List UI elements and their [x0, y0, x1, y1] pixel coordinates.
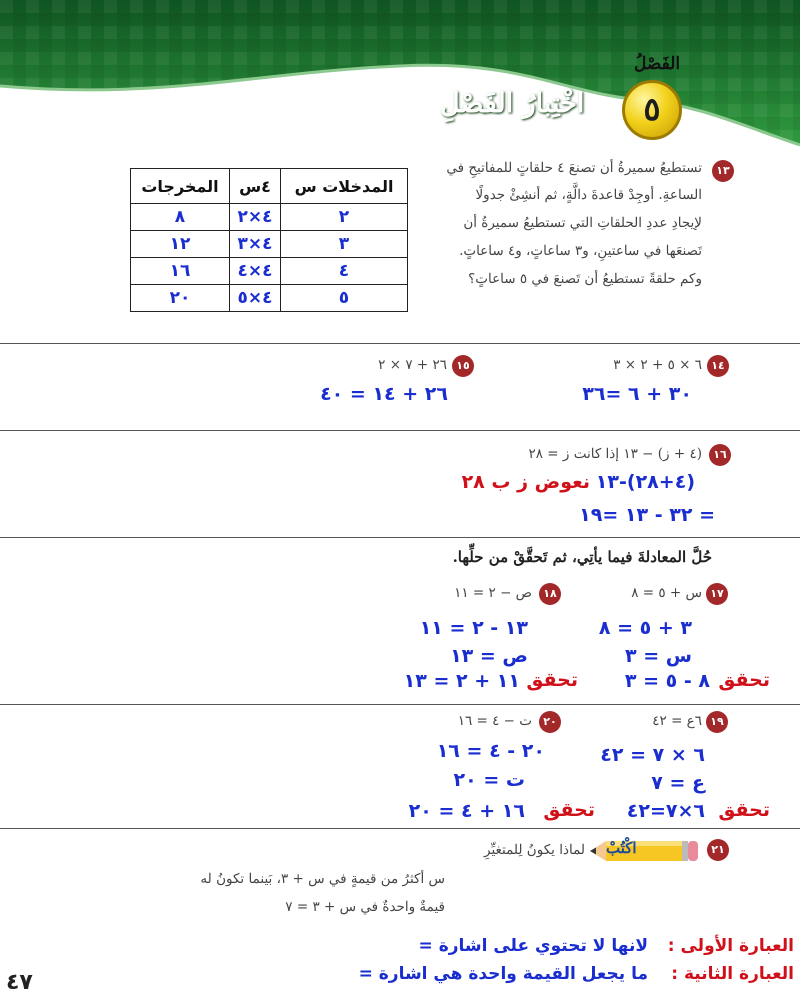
- problem16-answer-expression: (٤+٢٨)-١٣: [595, 471, 695, 493]
- table-cell: ٢٠: [131, 285, 230, 312]
- section-divider: [0, 828, 800, 829]
- problem-number-16: ١٦: [709, 444, 731, 466]
- problem15-question: ٢٦ + ٧ × ٢: [378, 357, 447, 373]
- problem-number-13: ١٣: [712, 160, 734, 182]
- problem14-answer: ٣٠ + ٦ =٣٦: [582, 383, 692, 405]
- problem16-answer-line2: = ٣٢ - ١٣ =١٩: [579, 504, 715, 526]
- problem-number-18: ١٨: [539, 583, 561, 605]
- table-row: [131, 204, 408, 231]
- problem18-question: ص − ٢ = ١١: [454, 585, 532, 601]
- problem18-check-value: ١١ + ٢ = ١٣: [403, 670, 520, 692]
- statement2-text: ما يجعل القيمة واحدة هي اشارة =: [358, 964, 648, 984]
- problem20-check-label: تحقق: [543, 799, 595, 821]
- section-divider: [0, 430, 800, 431]
- chapter-number-badge: ٥: [622, 80, 682, 140]
- table-header-row: [131, 169, 408, 204]
- problem-number-19: ١٩: [706, 711, 728, 733]
- table-cell: ٥: [281, 285, 408, 312]
- problem17-check-label: تحقق: [718, 669, 770, 691]
- statement1-text: لانها لا تحتوي على اشارة =: [418, 936, 648, 956]
- problem13-line-1: تستطيعُ سميرةُ أن تصنعَ ٤ حلقاتٍ للمفاتيحِ في: [446, 160, 702, 176]
- problem13-line-4: تَصنعَها في ساعتينِ، و٣ ساعاتٍ، و٤ ساعاتٍ.: [459, 243, 702, 259]
- section-divider: [0, 343, 800, 344]
- problem17-line1: ٣ + ٥ = ٨: [598, 617, 692, 639]
- problem18-check-label: تحقق: [526, 669, 578, 691]
- table-cell: ٤×٤: [230, 258, 281, 285]
- problem16-question: (٤ + ز) − ١٣ إذا كانت ز = ٢٨: [528, 446, 702, 462]
- problem17-line2: س = ٣: [625, 645, 692, 667]
- problem17-question: س + ٥ = ٨: [631, 585, 702, 601]
- table-row: [131, 258, 408, 285]
- table-cell: ٨: [131, 204, 230, 231]
- section-divider: [0, 537, 800, 538]
- chapter-word: الفَصْلُ: [634, 54, 681, 74]
- table-header-output: المخرجات: [131, 169, 230, 204]
- problem15-answer: ٢٦ + ١٤ = ٤٠: [320, 383, 448, 405]
- problem20-check-value: ١٦ + ٤ = ٢٠: [408, 800, 525, 822]
- problem13-line-5: وكم حلقةً تستطيعُ أن تَصنعَ في ٥ ساعاتٍ؟: [468, 271, 702, 287]
- problem19-line2: ع = ٧: [651, 772, 705, 794]
- problem19-check-label: تحقق: [718, 799, 770, 821]
- section-divider: [0, 704, 800, 705]
- table-cell: ٤: [281, 258, 408, 285]
- chapter-header: [0, 0, 800, 150]
- section-instruction: حُلَّ المعادلةَ فيما يأتِي، ثم تَحقَّقْ من حلِّها.: [452, 548, 712, 566]
- table-header-rule: ٤س: [230, 169, 281, 204]
- problem19-check-value: ٦×٧=٤٢: [626, 800, 705, 822]
- table-header-input: المدخلات س: [281, 169, 408, 204]
- table-row: [131, 285, 408, 312]
- table-cell: ٤×٥: [230, 285, 281, 312]
- problem20-line1: ٢٠ - ٤ = ١٦: [436, 740, 545, 762]
- problem18-line2: ص = ١٣: [450, 645, 528, 667]
- problem14-question: ٦ × ٥ + ٢ × ٣: [613, 357, 702, 373]
- problem13-line-2: الساعةِ. أوجِدْ قاعدةَ دالَّةٍ، ثم أنشِئْ جدولًا: [475, 187, 702, 203]
- table-cell: ٣: [281, 231, 408, 258]
- problem16-answer-note: نعوض ز ب ٢٨: [461, 471, 590, 493]
- problem-number-21: ٢١: [707, 839, 729, 861]
- problem17-check-value: ٨ - ٥ = ٣: [624, 670, 710, 692]
- table-cell: ١٢: [131, 231, 230, 258]
- problem20-question: ت − ٤ = ١٦: [457, 713, 532, 729]
- problem13-line-3: لإيجادِ عددِ الحلقاتِ التي تستطيعُ سميرةُ أن: [463, 215, 702, 231]
- write-badge-label: اكْتُبْ: [606, 839, 637, 857]
- problem-number-14: ١٤: [707, 355, 729, 377]
- problem19-question: ٦ع = ٤٢: [652, 713, 702, 729]
- table-row: [131, 231, 408, 258]
- header-banner: [0, 0, 800, 150]
- problem-number-20: ٢٠: [539, 711, 561, 733]
- table-cell: ٤×٣: [230, 231, 281, 258]
- page-title: اخْتِبارُ الفَصْلِ: [440, 88, 585, 119]
- problem-number-15: ١٥: [452, 355, 474, 377]
- table-cell: ٢: [281, 204, 408, 231]
- problem19-line1: ٦ × ٧ = ٤٢: [600, 744, 705, 766]
- statement1-label: العبارة الأولى :: [667, 936, 794, 956]
- problem18-line1: ١٣ - ٢ = ١١: [419, 617, 528, 639]
- problem-number-17: ١٧: [706, 583, 728, 605]
- problem20-line2: ت = ٢٠: [453, 769, 525, 791]
- table-cell: ٤×٢: [230, 204, 281, 231]
- table-cell: ١٦: [131, 258, 230, 285]
- problem21-line-2: س أكثرُ من قيمةٍ في س + ٣، بَينما تكونُ له: [200, 871, 445, 887]
- problem21-line-3: قيمةٌ واحدةٌ في س + ٣ = ٧: [285, 899, 445, 915]
- statement2-label: العبارة الثانية :: [671, 964, 794, 984]
- page-number: ٤٧: [6, 970, 33, 995]
- problem21-line-1: لماذا يكونُ لِلمتغيِّرِ: [484, 842, 585, 858]
- function-table: [130, 168, 408, 312]
